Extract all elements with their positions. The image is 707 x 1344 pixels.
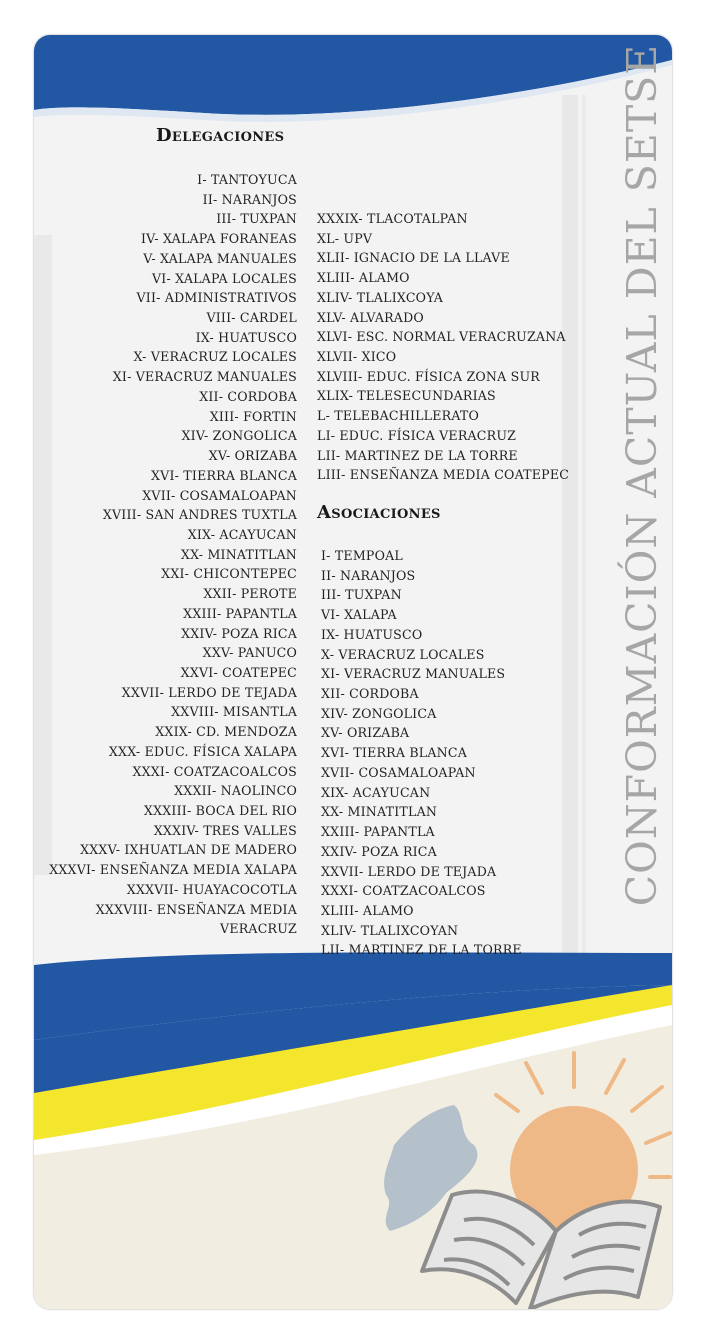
delegacion-item: XLVII- XICO [317,349,397,365]
asociacion-item: XLIV- TLALIXCOYAN [321,922,459,938]
delegacion-item: I- TANTOYUCA [197,172,297,187]
asociacion-item: XII- CORDOBA [321,686,419,702]
delegacion-item: LII- MARTINEZ DE LA TORRE [317,447,518,463]
asociacion-item: XXIV- POZA RICA [321,843,437,859]
delegacion-item: XIX- ACAYUCAN [187,526,297,542]
delegacion-item: L- TELEBACHILLERATO [317,408,480,424]
delegacion-item: XXXVIII- ENSEÑANZA MEDIA [95,901,297,917]
delegacion-item: XIII- FORTIN [209,408,297,424]
asociaciones-list [321,546,522,960]
delegacion-item: XVII- COSAMALOAPAN [142,487,297,503]
asociacion-item: I- TEMPOAL [321,548,403,563]
delegaciones-title: Delegaciones [156,125,285,146]
asociacion-item: XIX- ACAYUCAN [321,784,431,800]
delegaciones-list-right [317,209,569,485]
asociacion-item: XX- MINATITLAN [321,804,438,820]
delegacion-item: XXII- PEROTE [203,586,297,602]
delegacion-item: V- XALAPA MANUALES [143,250,297,266]
asociacion-item: VI- XALAPA [321,607,397,623]
side-title: CONFORMACIÓN ACTUAL DEL SETSE [618,43,666,907]
asociacion-item: XI- VERACRUZ MANUALES [321,666,506,682]
asociacion-item: XIV- ZONGOLICA [321,705,437,721]
asociacion-item: XV- ORIZABA [321,725,410,741]
delegacion-item: XLIII- ALAMO [317,270,410,286]
delegacion-item: XV- ORIZABA [208,448,297,464]
delegaciones-list-left [49,170,297,939]
delegacion-item: XXXVII- HUAYACOCOTLA [126,881,297,897]
delegacion-item: XXI- CHICONTEPEC [161,566,297,582]
delegacion-item: XXX- EDUC. FÍSICA XALAPA [108,743,297,759]
delegacion-item: II- NARANJOS [202,191,297,207]
asociacion-item: XXVII- LERDO DE TEJADA [321,863,497,879]
delegacion-item: VERACRUZ [220,921,297,937]
delegacion-item: XLVIII- EDUC. FÍSICA ZONA SUR [317,368,540,384]
delegacion-item: XXVI- COATEPEC [180,664,297,680]
delegacion-item: XXV- PANUCO [202,645,297,661]
delegacion-item: XLIV- TLALIXCOYA [317,289,444,305]
delegacion-item: XXXVI- ENSEÑANZA MEDIA XALAPA [49,862,297,878]
asociacion-item: X- VERACRUZ LOCALES [321,646,485,662]
delegacion-item: III- TUXPAN [216,211,297,227]
delegacion-item: XL- UPV [317,230,373,246]
delegacion-item: XXXV- IXHUATLAN DE MADERO [80,842,297,858]
asociacion-item: IX- HUATUSCO [321,626,423,642]
delegacion-item: XLV- ALVARADO [317,309,424,325]
asociacion-item: LII- MARTINEZ DE LA TORRE [321,942,522,958]
delegacion-item: XXVIII- MISANTLA [171,704,297,720]
delegacion-item: XLIX- TELESECUNDARIAS [317,388,496,404]
asociacion-item: III- TUXPAN [321,587,402,603]
asociacion-item: XLIII- ALAMO [321,902,414,918]
delegacion-item: X- VERACRUZ LOCALES [133,349,297,365]
delegacion-item: XVIII- SAN ANDRES TUXTLA [102,507,297,523]
delegacion-item: XXXI- COATZACOALCOS [132,763,297,779]
asociacion-item: XVI- TIERRA BLANCA [321,745,467,761]
asociacion-item: XVII- COSAMALOAPAN [321,764,476,780]
delegacion-item: XXXIII- BOCA DEL RIO [143,803,297,818]
delegacion-item: XLII- IGNACIO DE LA LLAVE [317,250,510,266]
delegacion-item: XIV- ZONGOLICA [181,428,297,444]
delegacion-item: XXXIX- TLACOTALPAN [317,211,468,226]
delegacion-item: XXIII- PAPANTLA [183,605,297,621]
delegacion-item: IX- HUATUSCO [195,329,297,345]
delegacion-item: IV- XALAPA FORANEAS [140,231,297,247]
brochure-panel [34,35,672,1309]
delegacion-item: XI- VERACRUZ MANUALES [112,369,297,385]
delegacion-item: XXXIV- TRES VALLES [153,822,297,838]
delegacion-item: LIII- ENSEÑANZA MEDIA COATEPEC [317,467,570,483]
delegacion-item: XII- CORDOBA [199,388,297,404]
delegacion-item: XLVI- ESC. NORMAL VERACRUZANA [317,329,566,345]
delegacion-item: VI- XALAPA LOCALES [151,270,297,286]
delegacion-item: VII- ADMINISTRATIVOS [136,290,297,306]
delegacion-item: XXVII- LERDO DE TEJADA [121,684,297,700]
asociaciones-title: Asociaciones [317,502,441,523]
delegacion-item: LI- EDUC. FÍSICA VERACRUZ [317,427,517,443]
delegacion-item: XX- MINATITLAN [180,546,297,562]
asociacion-item: XXXI- COATZACOALCOS [321,883,486,899]
delegacion-item: XVI- TIERRA BLANCA [151,467,297,483]
delegacion-item: XXXII- NAOLINCO [174,783,297,799]
decor-stripe [582,95,586,955]
delegacion-item: VIII- CARDEL [206,310,297,326]
asociacion-item: II- NARANJOS [321,567,416,583]
delegacion-item: XXIV- POZA RICA [181,625,297,641]
asociacion-item: XXIII- PAPANTLA [321,824,435,840]
delegacion-item: XXIX- CD. MENDOZA [155,724,297,740]
